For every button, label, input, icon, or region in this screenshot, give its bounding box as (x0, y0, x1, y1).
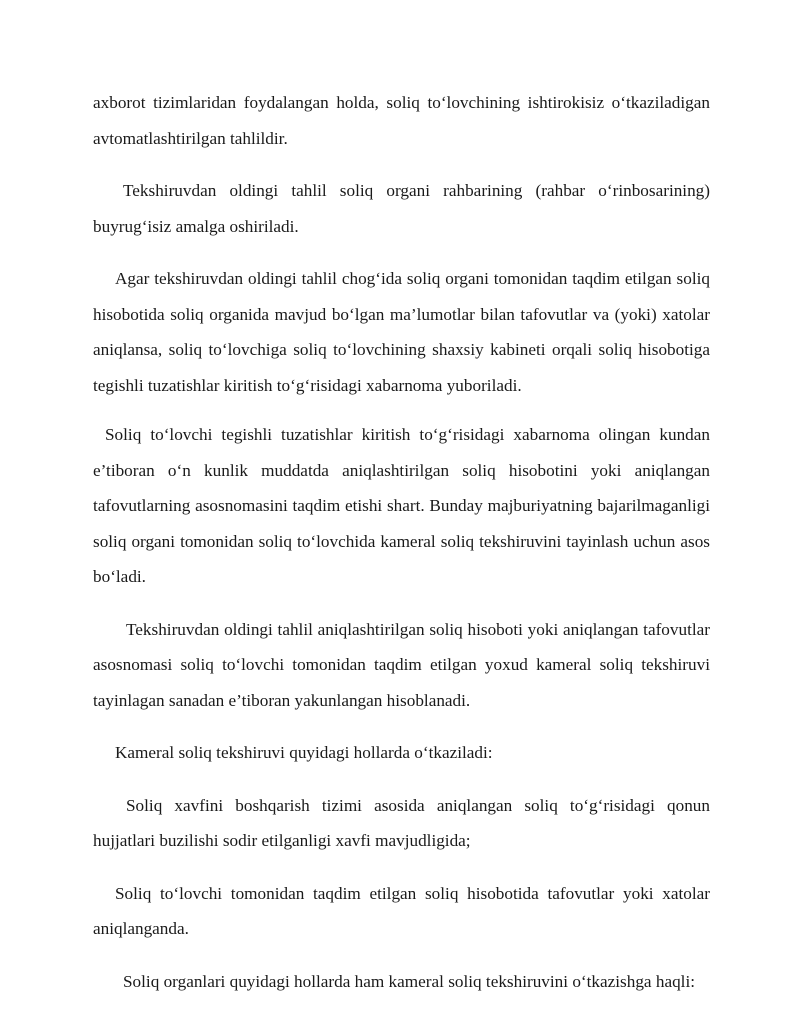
paragraph-1: axborot tizimlaridan foydalangan holda, soliq to‘lovchining ishtirokisiz o‘tkaziladigan avtomatlashtirilgan tahlildir. (93, 93, 710, 148)
paragraph-8: Soliq to‘lovchi tomonidan taqdim etilgan soliq hisobotida tafovutlar yoki xatolar aniqlanganda. (93, 883, 710, 938)
paragraph-7: Soliq xavfini boshqarish tizimi asosida aniqlangan soliq to‘g‘risidagi qonun hujjatlari buzilishi sodir etilganligi xavfi mavjudligida; (93, 795, 710, 850)
paragraph-5: Tekshiruvdan oldingi tahlil aniqlashtirilgan soliq hisoboti yoki aniqlangan tafovutlar asosnomasi soliq to‘lovchi tomonidan taqdim etilgan yoxud kameral soliq tekshiruvi tayinlagan sanadan e’tiboran yakunlangan hisoblanadi. (93, 619, 710, 710)
paragraph-6: Kameral soliq tekshiruvi quyidagi hollarda o‘tkaziladi: (115, 743, 493, 762)
document-page (93, 85, 710, 999)
paragraph-9: Soliq organlari quyidagi hollarda ham kameral soliq tekshiruvini o‘tkazishga haqli: (123, 971, 695, 991)
paragraph-4: Soliq to‘lovchi tegishli tuzatishlar kiritish to‘g‘risidagi xabarnoma olingan kundan e’tiboran o‘n kunlik muddatda aniqlashtirilgan soliq hisobotini yoki aniqlangan tafovutlarning asosnomasini taqdim etishi shart. Bunday majburiyatning bajarilmaganligi soliq organi tomonidan soliq to‘lovchida kameral soliq tekshiruvini tayinlash uchun asos bo‘ladi. (93, 425, 710, 586)
paragraph-2: Tekshiruvdan oldingi tahlil soliq organi rahbarining (rahbar o‘rinbosarining) buyrug‘isiz amalga oshiriladi. (93, 181, 710, 236)
paragraph-3: Agar tekshiruvdan oldingi tahlil chog‘ida soliq organi tomonidan taqdim etilgan soliq hisobotida soliq organida mavjud bo‘lgan ma’lumotlar bilan tafovutlar va (yoki) xatolar aniqlansa, soliq to‘lovchiga soliq to‘lovchining shaxsiy kabineti orqali soliq hisobotiga tegishli tuzatishlar kiritish to‘g‘risidagi xabarnoma yuboriladi. (93, 269, 710, 395)
